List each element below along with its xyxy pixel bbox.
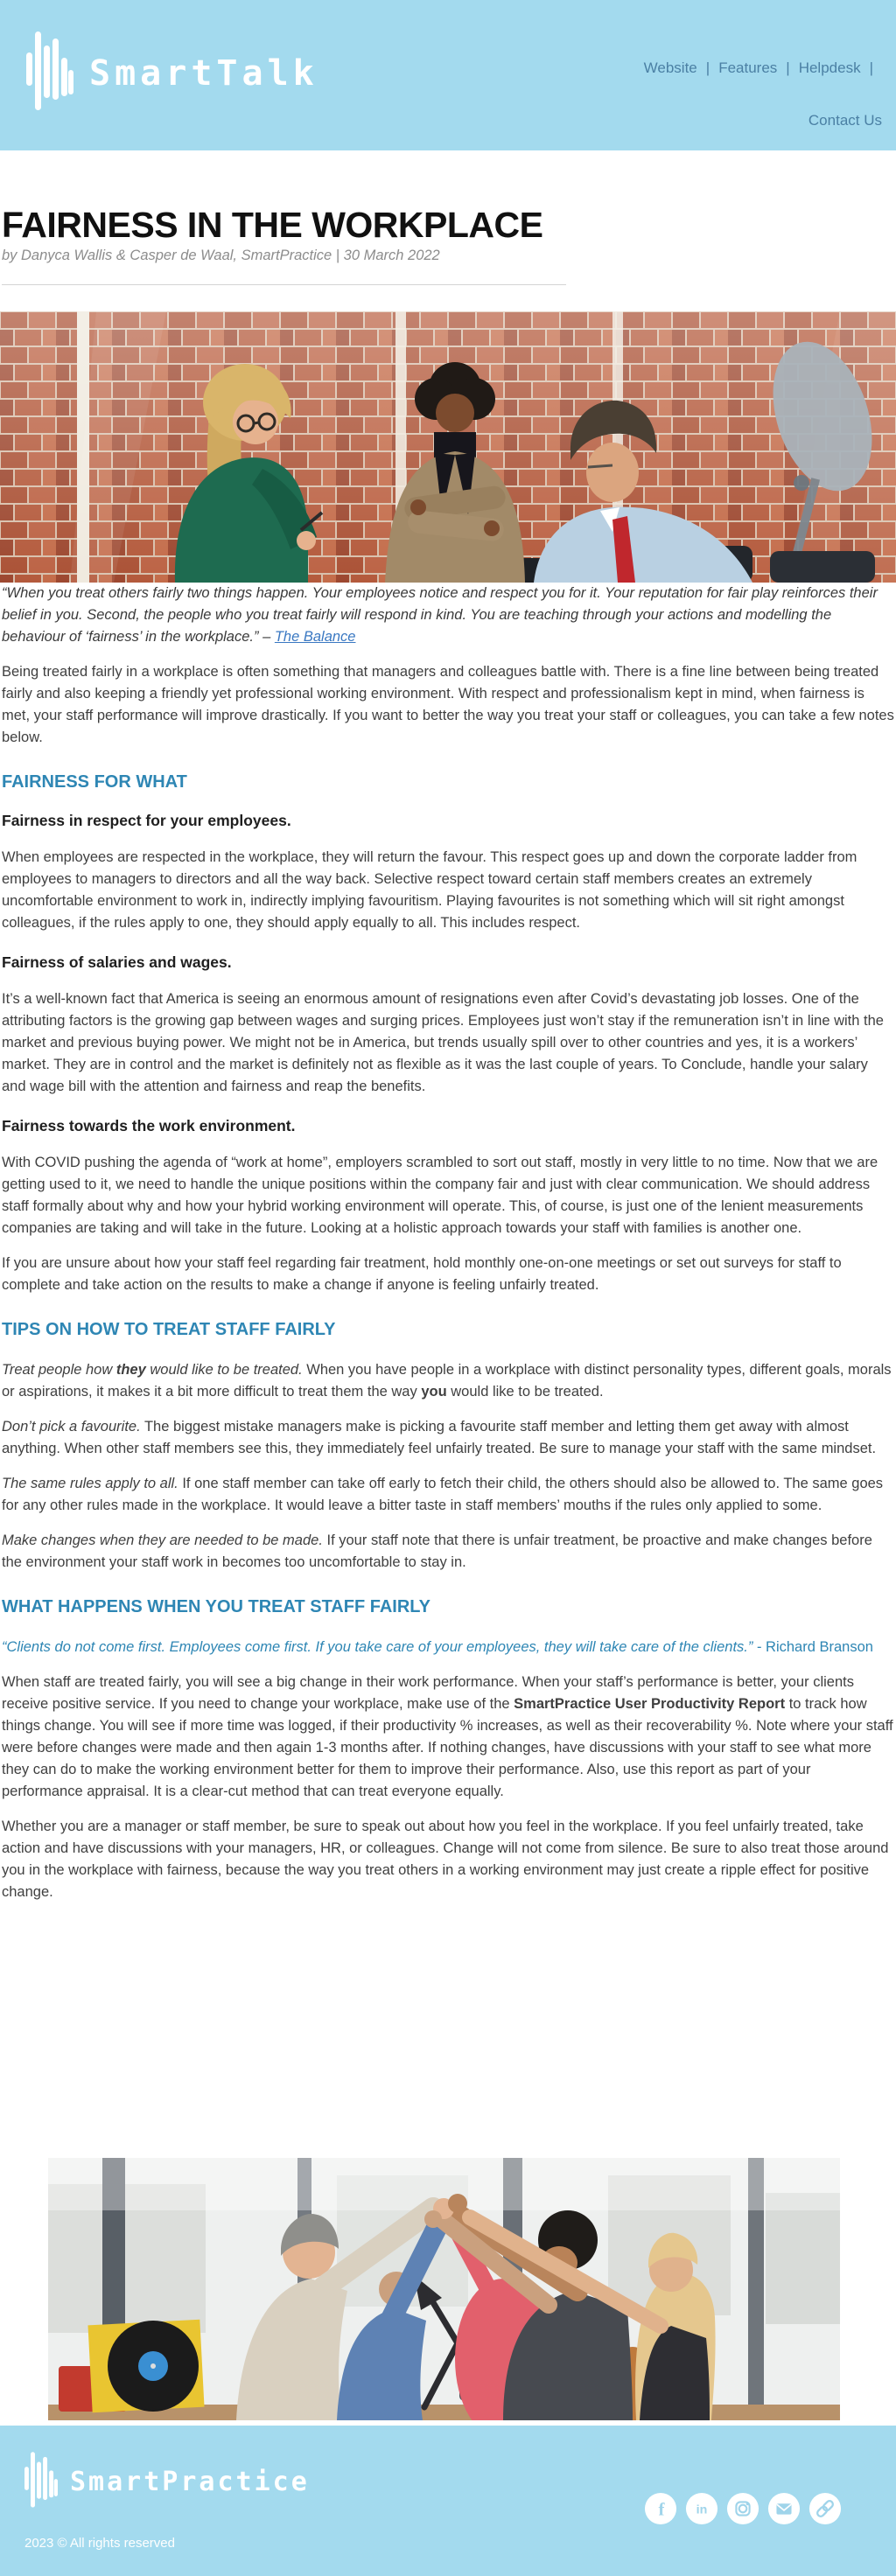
email-icon[interactable]: [767, 2492, 801, 2525]
bottom-image: [48, 2158, 840, 2420]
site-footer: [0, 2426, 896, 2576]
nav-link-helpdesk[interactable]: Helpdesk: [798, 59, 861, 76]
tip-body: If your staff note that there is unfair treatment, be proactive and make changes before the environment your staff work in becomes too uncomfortable to stay in.: [2, 1532, 872, 1570]
tip-lead: Make changes when they are needed to be made.: [2, 1532, 323, 1548]
svg-text:f: f: [658, 2498, 665, 2520]
site-header: [0, 0, 896, 150]
section-heading-tips: TIPS ON HOW TO TREAT STAFF FAIRLY: [2, 1320, 336, 1339]
tip-body: The biggest mistake managers make is picking a favourite staff member and letting them get away with almost anything. When other staff members see this, they immediately feel unfairly treated. Be sure to manage your staff with the same mindset.: [2, 1419, 877, 1456]
paragraph-intro: Being treated fairly in a workplace is often something that managers and colleagues battle with. There is a fine line between being treated fairly and also keeping a friendly yet professional working environment. With respect and professionalism kept in mind, when fairness is met, your staff performance will improve drastically. If you want to better the way you treat your staff or colleagues, you can take a few notes below.: [2, 664, 894, 745]
paragraph-segment: When staff are treated fairly, you will see a big change in their work performance. When your staff’s performance is better, your clients receive positive service. If you need to change your workplace, make use of the: [2, 1674, 854, 1712]
paragraph-segment: to track how things change. You will see if more time was logged, if their productivity % increases, as well as their recoverability %. Note where your staff were before changes were made and then again 1-3 months after. If nothing changes, have discussions with your staff to see what more they can do to make the working environment better for them to improve their performance. Also, use this report as part of your performance appraisal. It is a clear-cut method that can treat everyone equally.: [2, 1696, 893, 1799]
copyright: 2023 © All rights reserved: [24, 2536, 175, 2551]
site-logo[interactable]: [26, 31, 318, 115]
bottom-image-illustration: [48, 2158, 840, 2420]
tip-body-emphasis: you: [421, 1384, 447, 1400]
link-icon[interactable]: [808, 2492, 842, 2525]
svg-text:in: in: [696, 2503, 708, 2517]
branson-quote-attribution: - Richard Branson: [752, 1639, 873, 1655]
nav-separator: |: [786, 59, 790, 76]
tip-body: When you have people in a workplace with distinct personality types, different goals, morals or aspirations, it makes it a bit more difficult to treat them the way: [2, 1362, 892, 1400]
logo-text: SmartTalk: [89, 53, 318, 94]
paragraph-surveys: If you are unsure about how your staff feel regarding fair treatment, hold monthly one-on-one meetings or set out surveys for staff to complete and take action on the results to make a change if anyone is feeling unfairly treated.: [2, 1255, 842, 1293]
tip-body: If one staff member can take off early to fetch their child, the others should also be allowed to. The same goes for any other rules made in the workplace. It would leave a bitter taste in staff members’ mouths if the rules only applied to some.: [2, 1476, 884, 1513]
tip-lead: The same rules apply to all.: [2, 1476, 178, 1491]
section-heading-fairness-for-what: FAIRNESS FOR WHAT: [2, 772, 187, 792]
footer-logo-text: SmartPractice: [70, 2466, 310, 2497]
footer-logo[interactable]: [24, 2452, 310, 2511]
branson-quote: [2, 1637, 894, 1658]
productivity-report-name: SmartPractice User Productivity Report: [514, 1696, 786, 1712]
paragraph-closing: Whether you are a manager or staff member, be sure to speak out about how you feel in the workplace. If you feel unfairly treated, take action and have discussions with your managers, HR, or colleagues. Change will not come from silence. Be sure to also treat those around you in the workplace with fairness, because the way you treat others in a working environment may just create a ripple effect for positive change.: [2, 1819, 889, 1900]
bottom-image-strip: [0, 2158, 896, 2426]
byline: by Danyca Wallis & Casper de Waal, SmartPractice | 30 March 2022: [2, 248, 440, 263]
section-heading-what-happens: WHAT HAPPENS WHEN YOU TREAT STAFF FAIRLY: [2, 1597, 431, 1616]
nav-link-website[interactable]: Website: [643, 59, 697, 76]
paragraph-environment: With COVID pushing the agenda of “work at home”, employers scrambled to sort out staff, mostly in very little to no time. Now that we are getting used to it, we need to handle the unique positions within the company fair and just with clear communication. We should address staff formally about why and how your hybrid working environment will operate. This, of course, is just one of the lenient measurements companies are taking and will take in the future. Looking at a holistic approach towards your staff with families is another one.: [2, 1155, 878, 1236]
tip-lead-emphasis: they: [116, 1362, 146, 1378]
page-title: FAIRNESS IN THE WORKPLACE: [2, 205, 543, 245]
intro-quote: [2, 583, 894, 648]
social-links: [644, 2492, 842, 2525]
nav-separator: |: [705, 59, 710, 76]
paragraph-salaries: It’s a well-known fact that America is seeing an enormous amount of resignations even after Covid’s devastating job losses. One of the attributing factors is the growing gap between wages and surging prices. Employees just won’t stay if the remuneration isn’t in line with the market and previous buying power. We might not be in America, but trends usually spill over to other countries and yes, it is a workers’ market. They are in control and the market is definitely not as flexible as it was the last couple of years. To Conclude, handle your salary and wage bill with the attention and fairness and reap the benefits.: [2, 991, 884, 1094]
subheading-environment: Fairness towards the work environment.: [2, 1117, 296, 1134]
subheading-respect: Fairness in respect for your employees.: [2, 812, 291, 829]
paragraph-productivity-report: [2, 1672, 894, 1803]
soundwave-logo-icon: [26, 31, 74, 115]
tip-body: would like to be treated.: [446, 1384, 604, 1400]
nav-line-1: [644, 42, 882, 94]
hero-image: [0, 311, 896, 583]
hero-image-illustration: [0, 311, 896, 583]
branson-quote-text: “Clients do not come first. Employees come first. If you take care of your employees, they will take care of the clients.”: [2, 1639, 753, 1655]
instagram-icon[interactable]: [726, 2492, 760, 2525]
divider: [2, 284, 566, 285]
nav-line-2: [644, 94, 882, 147]
paragraph-tip-4: [2, 1530, 894, 1574]
article: [0, 150, 896, 2158]
nav-link-features[interactable]: Features: [718, 59, 778, 76]
the-balance-link[interactable]: The Balance: [274, 629, 356, 645]
nav-separator: |: [869, 59, 873, 76]
subheading-salaries: Fairness of salaries and wages.: [2, 953, 232, 971]
linkedin-icon[interactable]: [685, 2492, 718, 2525]
soundwave-logo-icon: [24, 2452, 58, 2511]
tip-lead: Treat people how: [2, 1362, 116, 1378]
paragraph-tip-1: [2, 1359, 894, 1403]
nav-link-contact-us[interactable]: Contact Us: [808, 112, 882, 129]
main-nav: [644, 42, 882, 147]
paragraph-tip-2: [2, 1416, 894, 1460]
facebook-icon[interactable]: [644, 2492, 677, 2525]
intro-quote-text: “When you treat others fairly two things happen. Your employees notice and respect you for it. Your reputation for fair play reinforces their belief in you. Second, the people who you treat fairly will respond in kind. You are teaching through your actions and modelling the behaviour of ‘fairness’ in the workplace.” –: [2, 585, 878, 645]
tip-lead: Don’t pick a favourite.: [2, 1419, 141, 1435]
tip-lead: would like to be treated.: [145, 1362, 303, 1378]
paragraph-respect: When employees are respected in the workplace, they will return the favour. This respect goes up and down the corporate ladder from employees to managers to directors and all the way back. Selective respect toward certain staff members creates an extremely uncomfortable environment to work in, indirectly implying favouritism. Playing favourites is not something which will sit right amongst colleagues, if the rules apply to one, they should apply equally to all. This includes respect.: [2, 849, 858, 931]
paragraph-tip-3: [2, 1473, 894, 1517]
